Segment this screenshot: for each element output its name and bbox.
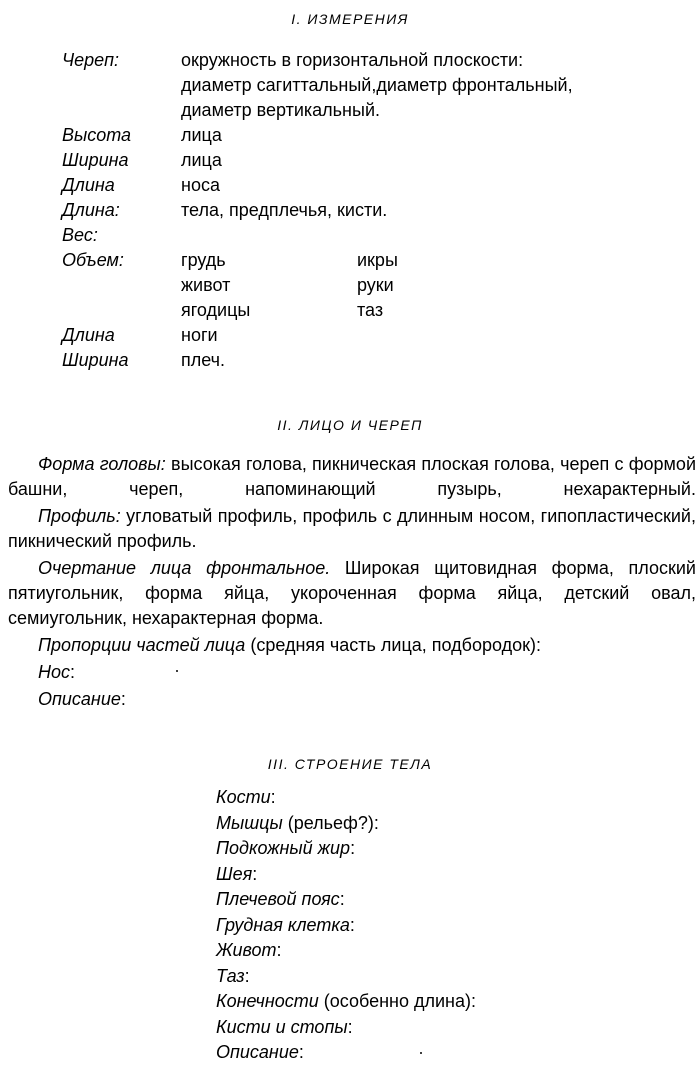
item-term: Подкожный жир — [216, 838, 351, 858]
paragraph-face-outline — [8, 556, 696, 631]
measure-value: грудь — [181, 250, 226, 270]
section-3-title: III. СТРОЕНИЕ ТЕЛА — [267, 756, 433, 772]
item-text: : — [347, 1016, 353, 1037]
text-face-proportions: (средняя часть лица, подбородок): — [245, 635, 541, 655]
list-item — [216, 836, 676, 862]
section-1-title: I. ИЗМЕРЕНИЯ — [291, 11, 409, 27]
measure-value-2: руки — [357, 275, 394, 295]
measure-label: Длина — [62, 175, 115, 195]
face-skull-text — [8, 452, 696, 714]
section-2-title: II. ЛИЦО И ЧЕРЕП — [277, 417, 423, 433]
item-text: : — [270, 787, 276, 807]
measure-value: лица — [181, 150, 222, 170]
list-item — [216, 913, 676, 939]
measure-value: тела, предплечья, кисти. — [181, 200, 388, 220]
measure-row — [62, 148, 682, 173]
measure-label: Ширина — [62, 150, 129, 170]
text-nose: : — [70, 662, 76, 682]
measure-label: Череп: — [62, 50, 120, 70]
term-description: Описание — [38, 689, 121, 709]
body-structure-list — [216, 785, 676, 1066]
measure-label: Ширина — [62, 350, 129, 370]
measure-row — [62, 48, 682, 73]
measure-value: ягодицы — [181, 300, 251, 320]
measure-row — [62, 223, 682, 248]
term-face-outline: Очертание лица фронтальное. — [38, 558, 331, 578]
measure-value: диаметр вертикальный. — [181, 100, 380, 120]
item-term: Конечности — [216, 991, 319, 1011]
measure-row — [62, 298, 682, 323]
item-text: (особенно длина): — [318, 991, 477, 1011]
term-nose: Нос — [38, 662, 71, 682]
measure-value: лица — [181, 125, 222, 145]
list-item — [216, 811, 676, 837]
measure-label: Длина — [62, 325, 115, 345]
measure-row — [62, 248, 682, 273]
measure-row — [62, 73, 682, 98]
measure-label: Высота — [62, 125, 132, 145]
measure-row — [62, 173, 682, 198]
measure-value-2: таз — [357, 300, 384, 320]
measure-value: живот — [181, 275, 231, 295]
item-text: : — [339, 889, 345, 909]
measure-label: Объем: — [62, 250, 124, 270]
list-item — [216, 964, 676, 990]
item-text: : — [350, 838, 356, 858]
measure-row — [62, 323, 682, 348]
measure-row — [62, 98, 682, 123]
paragraph-face-proportions — [8, 633, 696, 658]
term-head-form: Форма головы: — [38, 454, 166, 474]
list-item — [216, 1040, 676, 1066]
item-term: Мышцы — [216, 812, 283, 833]
measurements-list — [62, 48, 682, 373]
item-text: : — [298, 1042, 304, 1062]
speck-mark — [176, 670, 178, 672]
measure-row — [62, 348, 682, 373]
paragraph-head-form — [8, 452, 696, 502]
item-text: (рельеф?): — [282, 812, 379, 833]
item-text: : — [244, 965, 250, 986]
text-profile: угловатый профиль, профиль с длинным носом, гипопластический, пикнический профиль. — [8, 506, 696, 551]
measure-label: Длина: — [62, 200, 120, 220]
list-item — [216, 785, 676, 811]
list-item — [216, 862, 676, 888]
item-term: Описание — [216, 1042, 299, 1062]
list-item — [216, 887, 676, 913]
measure-row — [62, 198, 682, 223]
measure-row — [62, 123, 682, 148]
item-term: Грудная клетка — [216, 914, 350, 935]
measure-value: окружность в горизонтальной плоскости: — [181, 50, 524, 70]
list-item — [216, 1015, 676, 1041]
list-item — [216, 989, 676, 1015]
term-profile: Профиль: — [38, 506, 121, 526]
item-text: : — [252, 863, 258, 884]
list-item — [216, 938, 676, 964]
measure-value: носа — [181, 175, 220, 195]
item-text: : — [276, 940, 282, 960]
item-term: Живот — [216, 940, 277, 960]
measure-value: плеч. — [181, 350, 226, 370]
paragraph-description — [8, 687, 696, 712]
measure-value: ноги — [181, 325, 218, 345]
item-term: Плечевой пояс — [216, 889, 340, 909]
paragraph-profile — [8, 504, 696, 554]
term-face-proportions: Пропорции частей лица — [38, 635, 246, 655]
item-term: Шея — [216, 863, 253, 884]
measure-row — [62, 273, 682, 298]
text-description: : — [120, 689, 126, 709]
measure-label: Вес: — [62, 225, 98, 245]
text-face-outline: Широкая щитовидная форма, плоский пятиугольник, форма яйца, укороченная форма яйца, детский овал, семиугольник, нехарактерная форма. — [8, 558, 696, 628]
paragraph-nose — [8, 660, 696, 685]
item-term: Таз — [216, 965, 245, 986]
item-text: : — [349, 914, 355, 935]
item-term: Кости — [216, 787, 271, 807]
speck-mark — [420, 1052, 422, 1054]
measure-value: диаметр сагиттальный,диаметр фронтальный, — [181, 75, 573, 95]
text-head-form: высокая голова, пикническая плоская голова, череп с формой башни, череп, напоминающий пузырь, нехарактерный. — [8, 454, 696, 499]
item-term: Кисти и стопы — [216, 1016, 348, 1037]
measure-value-2: икры — [357, 250, 398, 270]
